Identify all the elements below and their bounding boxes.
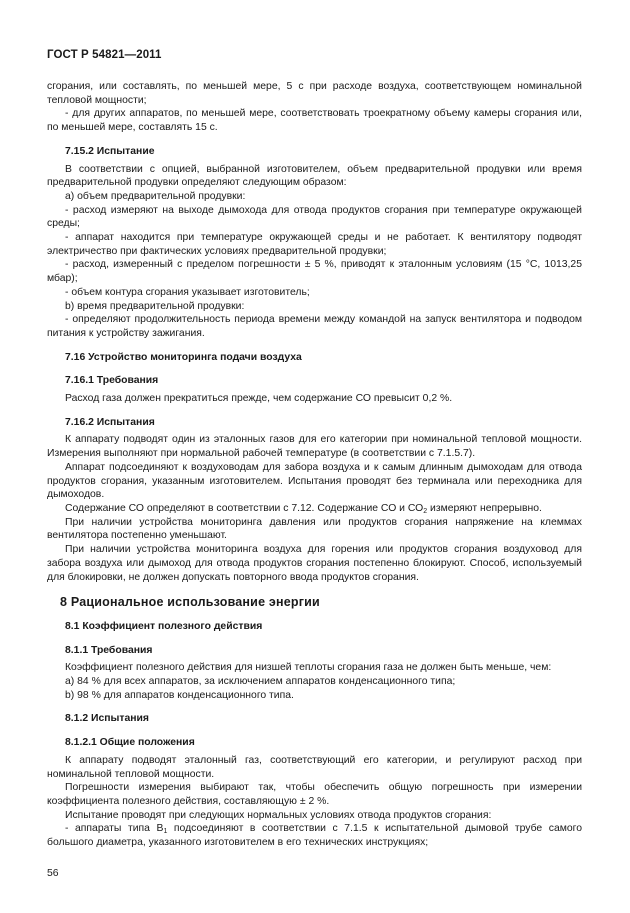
paragraph: К аппарату подводят один из эталонных газов для его категории при номинальной тепловой мощности. Измерения выполняют при нормальной рабочей температуре (в соответствии с 7.1.5.7). [47,434,582,460]
subscript: 1 [163,828,168,836]
section-heading: 8.1.2.1 Общие положения [65,737,195,749]
paragraph: сгорания, или составлять, по меньшей мере, 5 с при расходе воздуха, соответствующем номинальной тепловой мощности; [47,81,582,106]
section-heading: 8.1 Коэффициент полезного действия [65,620,263,632]
paragraph: В соответствии с опцией, выбранной изготовителем, объем предварительной продувки или время предварительной продувки определяют следующим образом: [47,163,582,189]
paragraph: При наличии устройства мониторинга давления или продуктов сгорания напряжение на клеммах вентилятора постепенно уменьшают. [47,516,582,542]
chapter-heading: 8 Рациональное использование энергии [60,595,320,610]
section-heading: 7.16.2 Испытания [65,416,155,428]
paragraph: - расход, измеренный с пределом погрешности ± 5 %, приводят к эталонным условиям (15 °C, 1013,25 мбар); [47,259,582,285]
paragraph: b) время предварительной продувки: [65,300,245,312]
paragraph: При наличии устройства мониторинга воздуха для горения или продуктов сгорания воздуховод для забора воздуха или дымоход для отвода продуктов сгорания постепенно блокируют. Способ, используемый для блокировки, не должен допускать повторного ввода продуктов сгорания. [47,544,582,583]
paragraph: Расход газа должен прекратиться прежде, чем содержание СО превысит 0,2 %. [65,393,453,405]
text-run: - аппараты типа В [65,823,164,835]
text-run: измеряют непрерывно. [427,502,542,514]
paragraph: - объем контура сгорания указывает изготовитель; [65,286,310,298]
paragraph: К аппарату подводят эталонный газ, соответствующий его категории, и регулируют расход при номинальной тепловой мощности. [47,754,582,780]
document-body [47,80,582,850]
paragraph [47,822,582,849]
paragraph: a) 84 % для всех аппаратов, за исключением аппаратов конденсационного типа; [65,676,456,688]
paragraph: Испытание проводят при следующих нормальных условиях отвода продуктов сгорания: [65,809,492,821]
paragraph [47,502,582,516]
section-heading: 7.16 Устройство мониторинга подачи воздуха [65,351,302,363]
paragraph: Аппарат подсоединяют к воздуховодам для забора воздуха и к самым длинным дымоходам для отвода продуктов сгорания, указанным изготовителем. Испытания проводят без терминала или переходника для дымоходов. [47,461,582,501]
paragraph: - расход измеряют на выходе дымохода для отвода продуктов сгорания при температуре окружающей среды; [47,204,582,230]
paragraph: - определяют продолжительность периода времени между командой на запуск вентилятора и подводом питания к устройству зажигания. [47,314,582,339]
paragraph: Погрешности измерения выбирают так, чтобы обеспечить общую погрешность при измерении коэффициента полезного действия, составляющую ± 2 %. [47,782,582,807]
paragraph: a) объем предварительной продувки: [65,190,246,202]
paragraph: - аппарат находится при температуре окружающей среды и не работает. К вентилятору подводят электричество при фактических условиях предварительной продувки; [47,232,582,257]
subscript: 2 [423,507,428,515]
section-heading: 7.15.2 Испытание [65,145,155,157]
section-heading: 7.16.1 Требования [65,375,159,387]
paragraph: - для других аппаратов, по меньшей мере, соответствовать троекратному объему камеры сгорания или, по меньшей мере, составлять 15 с. [47,108,582,134]
page-number: 56 [47,868,59,879]
paragraph: b) 98 % для аппаратов конденсационного типа. [65,689,294,701]
text-run: подсоединяют в соответствии с 7.1.5 к испытательной дымовой трубе самого большого диаметра, указанного изготовителем в его технических инструкциях; [47,823,582,849]
text-run: Содержание СО определяют в соответствии с 7.12. Содержание СО и СО [65,502,424,514]
section-heading: 8.1.1 Требования [65,644,153,656]
paragraph: Коэффициент полезного действия для низшей теплоты сгорания газа не должен быть меньше, чем: [65,662,552,674]
document-header: ГОСТ Р 54821—2011 [47,49,162,61]
section-heading: 8.1.2 Испытания [65,713,149,725]
